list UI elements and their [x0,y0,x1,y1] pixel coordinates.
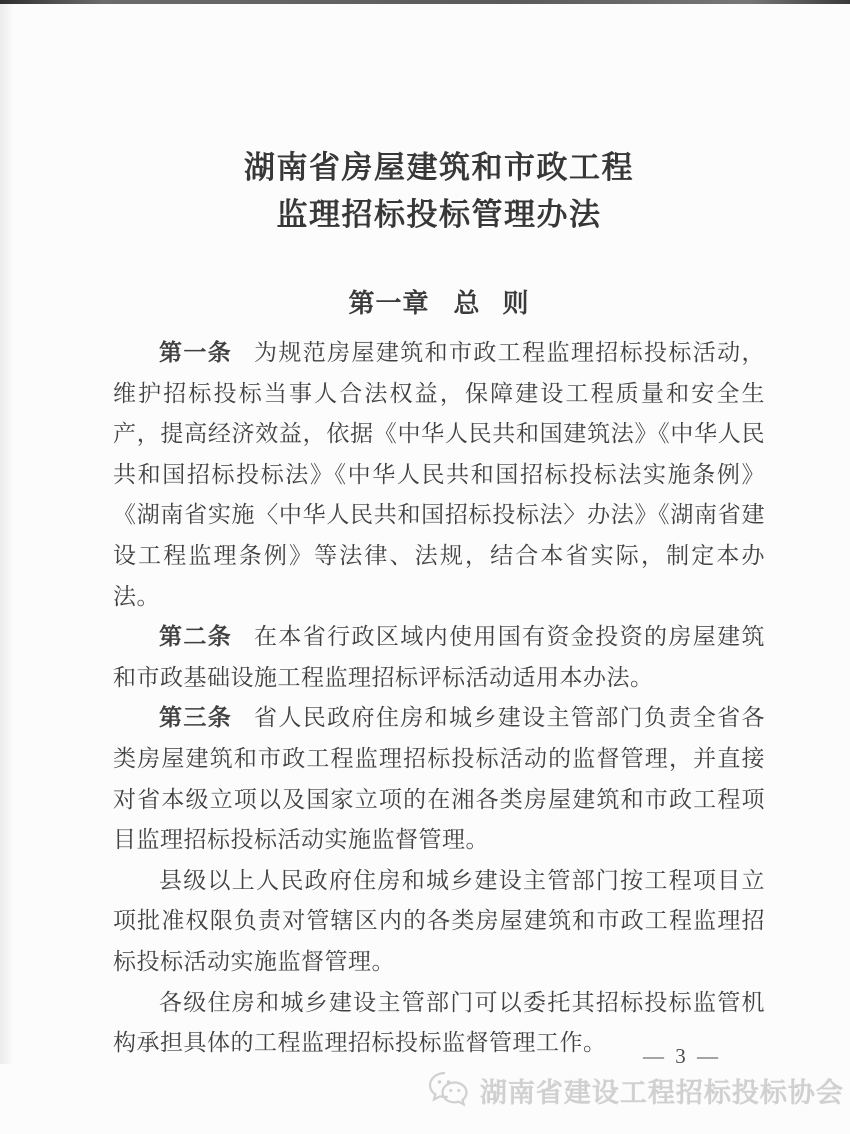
article-label: 第二条 [159,624,233,650]
article-label: 第三条 [159,705,233,731]
page-number: — 3 — [643,1044,721,1068]
article-text: 各级住房和城乡建设主管部门可以委托其招标投标监管机构承担具体的工程监理招标投标监督管理工作。 [113,989,765,1056]
article-paragraph-2 [113,617,765,698]
scan-edge-left [0,4,14,1064]
footer-watermark [427,1070,844,1110]
article-paragraph-4 [113,861,765,983]
document-title-line1: 湖南省房屋建筑和市政工程 [244,150,634,185]
article-text: 在本省行政区域内使用国有资金投资的房屋建筑和市政基础设施工程监理招标评标活动适用本办法。 [113,624,766,690]
article-text: 省人民政府住房和城乡建设主管部门负责全省各类房屋建筑和市政工程监理招标投标活动的监督管理，并直接对省本级立项以及国家立项的在湘各类房屋建筑和市政工程项目监理招标投标活动实施监督管理。 [113,705,766,853]
article-paragraph-1 [113,333,765,617]
article-paragraph-3 [113,698,765,860]
article-text: 县级以上人民政府住房和城乡建设主管部门按工程项目立项批准权限负责对管辖区内的各类房屋建筑和市政工程监理招标投标活动实施监督管理。 [113,867,765,974]
wechat-logo-icon [427,1070,475,1110]
document-title-line2: 监理招标投标管理办法 [276,197,602,232]
chapter-heading [113,283,765,320]
chapter-title-word1: 总 [453,289,481,318]
page-content [113,0,765,1064]
document-body [113,333,765,1064]
article-text: 为规范房屋建筑和市政工程监理招标投标活动，维护招标投标当事人合法权益，保障建设工程质量和安全生产，提高经济效益，依据《中华人民共和国建筑法》《中华人民共和国招标投标法》《中华人民共和国招标投标法实施条例》《湖南省实施〈中华人民共和国招标投标法〉办法》《湖南省建设工程监理条例》等法律、法规，结合本省实际，制定本办法。 [113,340,766,609]
document-title [113,144,765,238]
chapter-number: 第一章 [348,289,430,318]
chapter-title-word2: 则 [502,289,530,318]
article-label: 第一条 [159,340,233,365]
footer-watermark-text: 湖南省建设工程招标投标协会 [480,1077,844,1108]
